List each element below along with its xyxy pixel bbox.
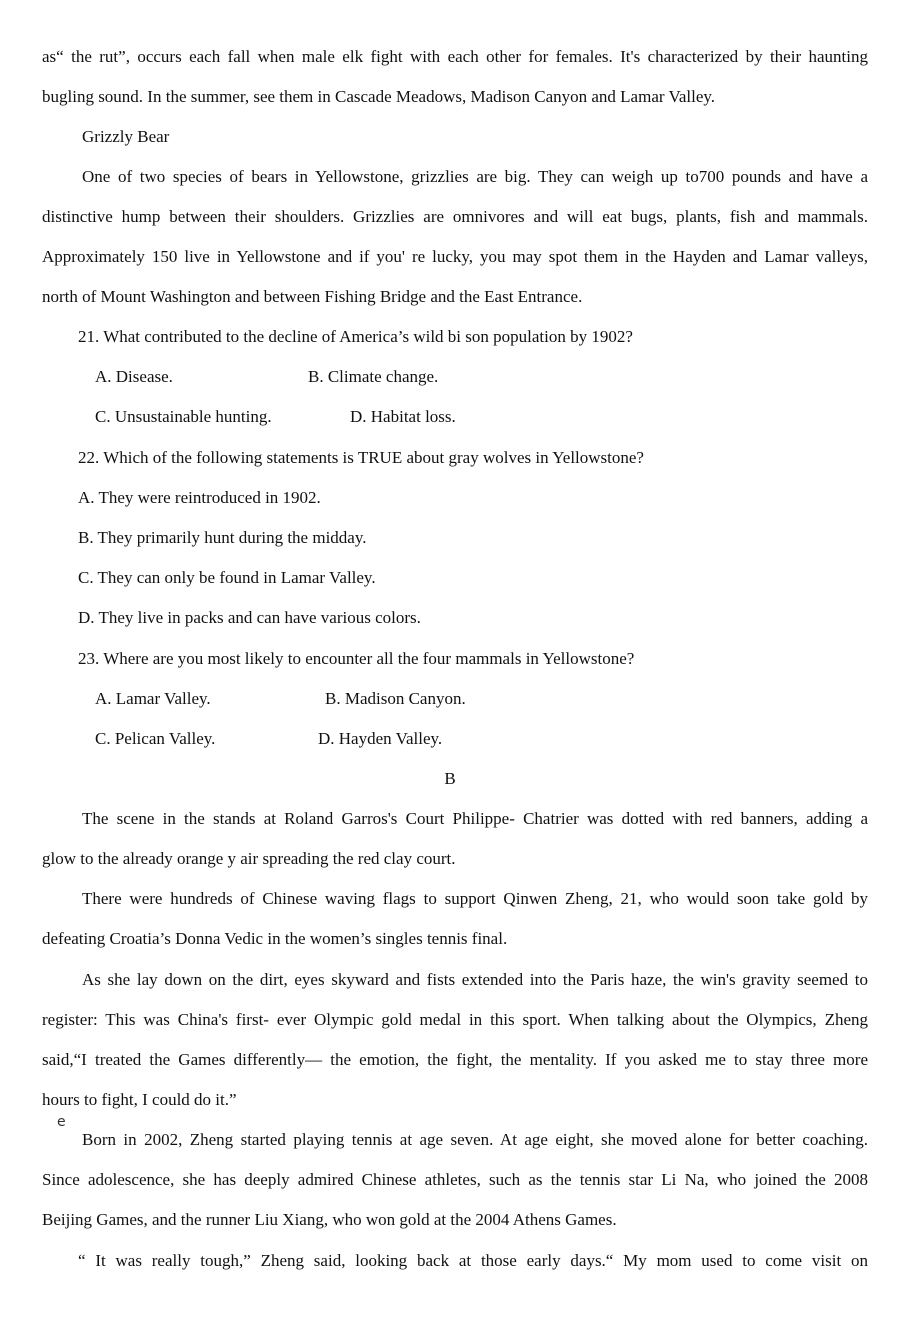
question-21-option-c: C. Unsustainable hunting. xyxy=(95,407,272,426)
passage-b-p2-line-1: There were hundreds of Chinese waving flags to support Qinwen Zheng, 21, who would soon take gold by xyxy=(82,889,868,908)
passage-b-p3-line-1: As she lay down on the dirt, eyes skyward and fists extended into the Paris haze, the win's gravity seemed to xyxy=(82,970,868,989)
elk-paragraph-line-2: bugling sound. In the summer, see them in Cascade Meadows, Madison Canyon and Lamar Valley. xyxy=(42,87,716,106)
question-22-option-c: C. They can only be found in Lamar Valley. xyxy=(78,568,376,587)
passage-b-heading: B xyxy=(444,769,456,788)
passage-b-p3-line-3: said,“I treated the Games differently— the emotion, the fight, the mentality. If you asked me to stay three more xyxy=(42,1050,868,1069)
grizzly-paragraph-line-2: distinctive hump between their shoulders. Grizzlies are omnivores and will eat bugs, plants, fish and mammals. xyxy=(42,207,868,226)
grizzly-paragraph-line-4: north of Mount Washington and between Fishing Bridge and the East Entrance. xyxy=(42,287,583,306)
grizzly-paragraph-line-3: Approximately 150 live in Yellowstone and if you' re lucky, you may spot them in the Hayden and Lamar valleys, xyxy=(42,247,868,266)
question-23-option-d: D. Hayden Valley. xyxy=(318,729,443,748)
passage-b-p4-line-2: Since adolescence, she has deeply admired Chinese athletes, such as the tennis star Li Na, who joined the 2008 xyxy=(42,1170,868,1189)
passage-b-p3-line-4: hours to fight, I could do it.” xyxy=(42,1090,237,1109)
question-23-stem: 23. Where are you most likely to encounter all the four mammals in Yellowstone? xyxy=(78,649,635,668)
stray-glyph-artifact: e xyxy=(57,1114,66,1130)
elk-paragraph-line-1: as“ the rut”, occurs each fall when male elk fight with each other for females. It's characterized by their haunting xyxy=(42,47,868,66)
passage-b-p4-line-1: Born in 2002, Zheng started playing tennis at age seven. At age eight, she moved alone for better coaching. xyxy=(82,1130,868,1149)
question-21-option-b: B. Climate change. xyxy=(308,367,439,386)
question-21-option-d: D. Habitat loss. xyxy=(350,407,456,426)
question-23-option-a: A. Lamar Valley. xyxy=(95,689,211,708)
passage-b-p1-line-2: glow to the already orange y air spreading the red clay court. xyxy=(42,849,456,868)
question-22-option-a: A. They were reintroduced in 1902. xyxy=(78,488,321,507)
question-22-stem: 22. Which of the following statements is TRUE about gray wolves in Yellowstone? xyxy=(78,448,644,467)
grizzly-paragraph-line-1: One of two species of bears in Yellowstone, grizzlies are big. They can weigh up to700 pounds and have a xyxy=(82,167,868,186)
passage-b-p5-line-1: “ It was really tough,” Zheng said, looking back at those early days.“ My mom used to come visit on xyxy=(78,1251,868,1270)
question-22-option-d: D. They live in packs and can have various colors. xyxy=(78,608,421,627)
passage-b-p2-line-2: defeating Croatia’s Donna Vedic in the women’s singles tennis final. xyxy=(42,929,508,948)
question-21-stem: 21. What contributed to the decline of America’s wild bi son population by 1902? xyxy=(78,327,633,346)
question-23-option-b: B. Madison Canyon. xyxy=(325,689,466,708)
question-23-option-c: C. Pelican Valley. xyxy=(95,729,216,748)
grizzly-bear-heading: Grizzly Bear xyxy=(82,127,170,146)
question-22-option-b: B. They primarily hunt during the midday. xyxy=(78,528,367,547)
question-21-option-a: A. Disease. xyxy=(95,367,173,386)
passage-b-p3-line-2: register: This was China's first- ever Olympic gold medal in this sport. When talking about the Olympics, Zheng xyxy=(42,1010,868,1029)
passage-b-p1-line-1: The scene in the stands at Roland Garros's Court Philippe- Chatrier was dotted with red banners, adding a xyxy=(82,809,868,828)
passage-b-p4-line-3: Beijing Games, and the runner Liu Xiang, who won gold at the 2004 Athens Games. xyxy=(42,1210,617,1229)
